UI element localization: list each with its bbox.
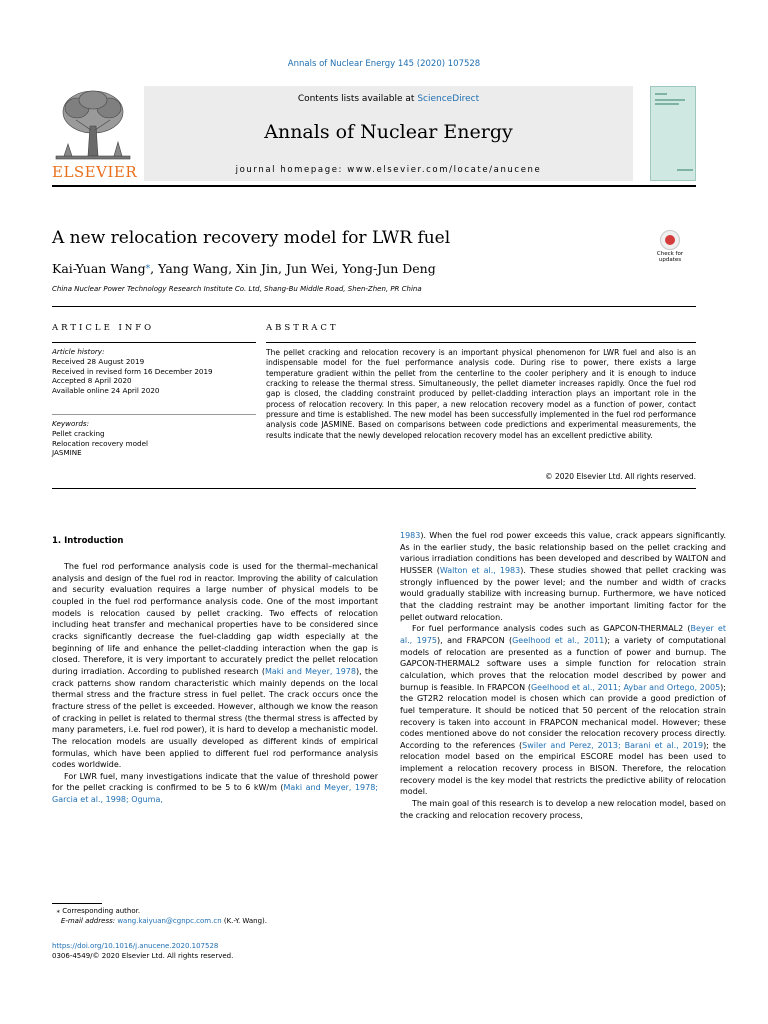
text-run: ); the GT2R2 relocation model is chosen which can provide a good prediction of fuel temperature. It should be noticed that 50 percent of the relocation strain recovery is taken into account in FRAPCON mechanical model. However; these codes mentioned above do not consider the relocation recovery process directly. According to the references ( [400, 682, 726, 750]
crossmark-dot [665, 235, 675, 245]
journal-reference-link[interactable]: Annals of Nuclear Energy 145 (2020) 107528 [287, 59, 481, 69]
history-revised: Received in revised form 16 December 2019 [52, 366, 213, 376]
cover-line [655, 103, 679, 105]
abstract-end-rule [52, 488, 696, 489]
cover-line [677, 169, 693, 171]
abstract-heading: ABSTRACT [266, 323, 339, 333]
text-run: For LWR fuel, many investigations indicate that the value of threshold power for the pellet cracking is confirmed to be 5 to 6 kW/m ( [52, 771, 378, 793]
article-info-heading: ARTICLE INFO [52, 323, 155, 333]
text-run: The fuel rod performance analysis code is used for the thermal–mechanical analysis and design of the fuel rod in reactor. Improving the ability of calculation and security evaluation requires a large number of physical models to be coupled in the fuel rod performance analysis code. One of the most important models is relocation caused by pellet cracking. Two effects of relocation including heat transfer and mechanical properties have to be considered since cracks significantly decrease the fuel-cladding gap width especially at the beginning of life and enhance the pellet-cladding interaction when the gap is closed. Therefore, it is very important to accurately predict the pellet relocation during irradiation. According to published research ( [52, 562, 378, 676]
check-for-updates-button[interactable] [653, 230, 687, 268]
author-rest: , Yang Wang, Xin Jin, Jun Wei, Yong-Jun Deng [150, 261, 436, 277]
paragraph [400, 530, 726, 623]
text-run: ), and FRAPCON ( [437, 635, 513, 645]
footnote-corresponding: Corresponding author. [62, 907, 141, 915]
paragraph: The main goal of this research is to develop a new relocation model, based on the cracking and relocation recovery process, [400, 799, 726, 820]
contents-prefix: Contents lists available at [297, 94, 418, 104]
email-label: E-mail address: [60, 917, 116, 925]
footnote-rule [52, 903, 102, 904]
citation-link[interactable]: Maki and Meyer, 1978; Garcia et al., 1998; Oguma, [52, 783, 378, 805]
crossmark-label: Check for updates [656, 251, 684, 263]
body-column-left [52, 561, 378, 806]
sciencedirect-link[interactable]: ScienceDirect [417, 94, 480, 104]
title-rule [52, 306, 696, 307]
paper-title: A new relocation recovery model for LWR fuel [52, 228, 451, 248]
email-link[interactable]: wang.kaiyuan@cgnpc.com.cn [117, 917, 222, 925]
cover-line [655, 93, 667, 95]
section-heading-introduction: 1. Introduction [52, 536, 124, 546]
author-list [52, 261, 436, 276]
citation-link[interactable]: Geelhood et al., 2011 [512, 635, 605, 645]
corresponding-author-note [52, 906, 382, 916]
email-suffix: (K.-Y. Wang). [221, 917, 267, 925]
history-rule [52, 414, 256, 415]
paragraph [400, 623, 726, 798]
citation-link[interactable]: Walton et al., 1983 [439, 565, 521, 575]
footnote [52, 906, 382, 926]
issn-copyright: 0306-4549/© 2020 Elsevier Ltd. All rights reserved. [52, 952, 234, 960]
author-first[interactable]: Kai-Yuan Wang [52, 261, 146, 277]
elsevier-wordmark: ELSEVIER [52, 163, 138, 181]
journal-cover-icon[interactable] [650, 86, 696, 181]
header-rule [52, 185, 696, 187]
contents-availability [144, 94, 633, 104]
text-run: ). These studies showed that pellet cracking was strongly influenced by the power level; and the number and width of cracks would gradually stabilize with increasing burnup. Furthermore, we have noticed that the cladding restraint may be another important limiting factor for the pellet outward relocation. [400, 565, 726, 622]
journal-title: Annals of Nuclear Energy [264, 121, 513, 143]
history-label: Article history: [52, 347, 105, 356]
email-note [52, 916, 382, 926]
abstract-copyright: © 2020 Elsevier Ltd. All rights reserved. [545, 472, 696, 481]
history-accepted: Accepted 8 April 2020 [52, 376, 132, 386]
text-run: ); the relocation model based on the empirical ESCORE model has been used to implement a relocation recovery process in BISON. Therefore, the relocation recovery model is the key model that restricts the predictive ability of relocation model. [400, 740, 726, 797]
journal-homepage[interactable]: journal homepage: www.elsevier.com/locate/anucene [235, 165, 542, 175]
doi-link[interactable]: https://doi.org/10.1016/j.anucene.2020.107528 [52, 942, 219, 950]
citation-link[interactable]: Geelhood et al., 2011; Aybar and Ortego, 2005 [530, 682, 721, 692]
abstract-text: The pellet cracking and relocation recovery is an important physical phenomenon for LWR fuel and also is an indispensable model for the fuel performance analysis code. During rise to power, there exists a large temperature gradient within the pellet from the centerline to the cooler periphery and it is enough to induce cracking to release the thermal stress. Simultaneously, the pellet diameter increases rapidly. Once the fuel rod gap is closed, the cladding constraint produced by pellet-cladding interaction plays an important role in the process of relocation recovery. In this paper, a new relocation recovery model as a function of power, contact pressure and time is established. The new model has been successfully implemented in the fuel rod performance analysis code JASMINE. Based on comparisons between code predictions and experimental measurements, the results indicate that the newly developed relocation recovery model has an excellent predictive ability. [266, 348, 696, 440]
keyword-item: Pellet cracking [52, 428, 105, 438]
text-run: ), the crack patterns show random characteristic which mainly depends on the local thermal stress and the fracture stress in fuel pellet. The crack occurs once the fracture stress of the pellet is exceeded. However, although we know the reason of cracking in pellet is related to thermal stress (the thermal stress is affected by many parameters, i.e. fuel rod power), it is hard to develop a mechanistic model. The relocation models are usually developed as different kinds of empirical formulas, which have been applied to different fuel rod performance analysis codes worldwide. [52, 666, 378, 770]
citation-link[interactable]: Beyer et al., 1975 [400, 624, 726, 645]
affiliation: China Nuclear Power Technology Research Institute Co. Ltd, Shang-Bu Middle Road, Shen-Zhen, PR China [52, 285, 422, 293]
keywords [52, 419, 256, 458]
page-footer [52, 941, 382, 961]
history-online: Available online 24 April 2020 [52, 386, 160, 396]
footnote-mark: ⁎ [56, 907, 60, 915]
cover-line [655, 99, 685, 101]
abstract-rule [266, 342, 696, 343]
keyword-item: JASMINE [52, 448, 82, 458]
citation-link[interactable]: Swiler and Perez, 2013; Barani et al., 2019 [522, 740, 704, 750]
article-info-rule [52, 342, 256, 343]
text-run: ); a variety of computational models of relocation are presented as a function of power and burnup. The GAPCON-THERMAL2 software uses a simple function for relocation strain calculation, which proves that the relocation model described by power and burnup is feasible. In FRAPCON ( [400, 635, 727, 692]
article-history [52, 347, 256, 396]
body-column-right [400, 530, 726, 821]
history-received: Received 28 August 2019 [52, 356, 145, 366]
citation-link[interactable]: 1983 [400, 531, 421, 540]
text-run: ). When the fuel rod power exceeds this value, crack appears significantly. As in the earlier study, the basic relationship based on the pellet cracking and various irradiation conditions has been developed and described by WALTON and HUSSER ( [400, 531, 726, 575]
paragraph [52, 561, 378, 771]
text-run: For fuel performance analysis codes such as GAPCON-THERMAL2 ( [412, 624, 691, 634]
citation-link[interactable]: Maki and Meyer, 1978 [264, 666, 356, 676]
keyword-item: Relocation recovery model [52, 438, 149, 448]
keywords-label: Keywords: [52, 419, 90, 428]
corresponding-author-mark[interactable]: ⁎ [145, 261, 151, 271]
paragraph [52, 771, 378, 806]
